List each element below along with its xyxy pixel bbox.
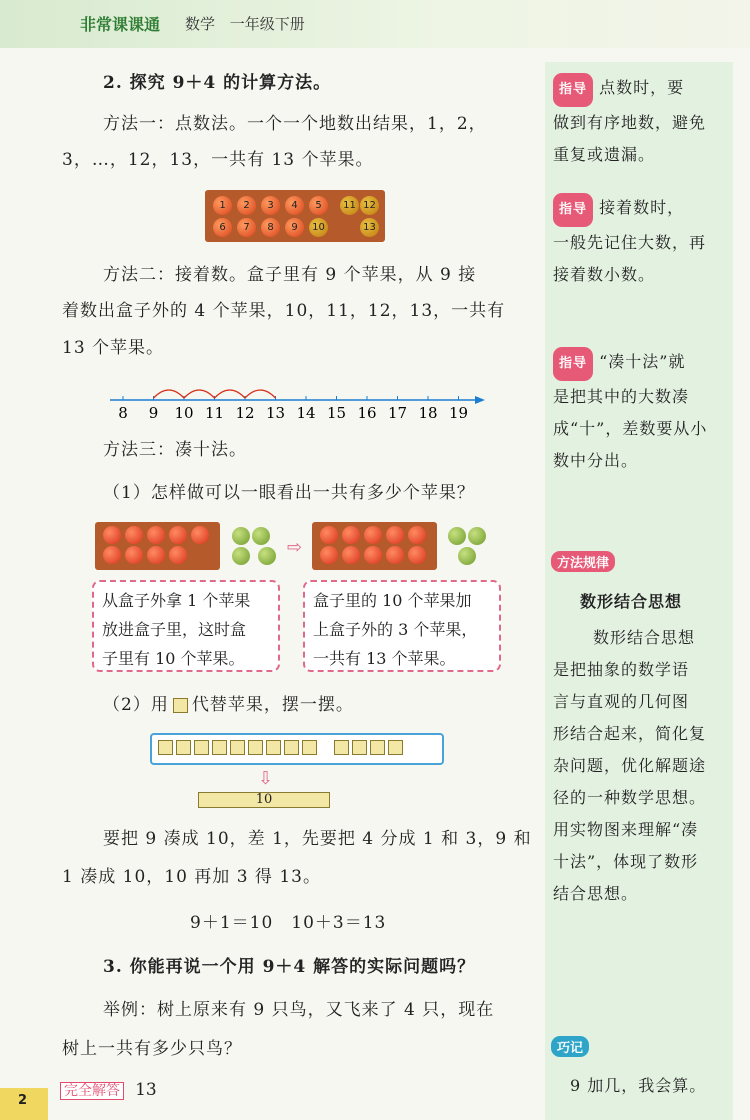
callout-left-l2: 放进盒子里，这时盒: [102, 620, 247, 639]
question2-suffix: 代替苹果，摆一摆。: [191, 695, 354, 715]
cube-6: [248, 740, 263, 755]
tick-label-13: 13: [265, 404, 286, 422]
tip3-l4: 数中分出。: [553, 451, 639, 470]
apple-left-1: [103, 526, 121, 544]
series-title: 非常课课通: [80, 15, 161, 34]
tray-apple-11: 11: [340, 196, 359, 215]
answer-label: 完全解答: [60, 1082, 124, 1100]
section2-heading: 2. 探究 9＋4 的计算方法。: [103, 73, 332, 93]
method-text: [553, 622, 733, 910]
method-text-l3: 言与直观的几何图: [553, 692, 690, 711]
cube-icon: [173, 698, 188, 713]
tip1-l2: 做到有序地数，避免: [553, 113, 707, 132]
page-number: 2: [18, 1093, 28, 1108]
method-text-l9: 结合思想。: [553, 884, 639, 903]
apple-right-5: [408, 526, 426, 544]
green-apple-left-2: [252, 527, 270, 545]
method-rule-tag: [551, 551, 615, 572]
tick-label-19: 19: [448, 404, 469, 422]
callout-right-l2: 上盒子外的 3 个苹果，: [313, 620, 478, 639]
apple-left-5: [191, 526, 209, 544]
method-text-l6: 径的一种数学思想。: [553, 788, 707, 807]
question2-prefix: （2）用: [103, 695, 169, 715]
tick-label-12: 12: [235, 404, 255, 422]
callout-left-l1: 从盒子外拿 1 个苹果: [102, 591, 251, 610]
explanation-line1: 要把 9 凑成 10，差 1，先要把 4 分成 1 和 3，9 和: [103, 829, 532, 849]
method3-line1: 方法三：凑十法。: [103, 440, 247, 460]
number-line: [105, 378, 490, 428]
apple-right-8: [364, 546, 382, 564]
tip3-l3: 成“十”，差数要从小: [553, 419, 708, 438]
tick-label-15: 15: [326, 404, 347, 422]
tray-apple-2: 2: [237, 196, 256, 215]
method-text-l7: 用实物图来理解“凑: [553, 820, 699, 839]
tray-apple-3: 3: [261, 196, 280, 215]
subject-grade: [185, 13, 305, 34]
tip1-l3: 重复或遗漏。: [553, 145, 656, 164]
tip1: [553, 72, 731, 171]
green-apple-left-4: [258, 547, 276, 565]
method-text-l4: 形结合起来，简化复: [553, 724, 707, 743]
cube-1: [158, 740, 173, 755]
number-line-arrow: [475, 396, 485, 404]
cube-11: [352, 740, 367, 755]
green-apple-right-2: [468, 527, 486, 545]
question2: [103, 690, 354, 720]
method-text-l1: 数形结合思想: [593, 628, 696, 647]
cube-3: [194, 740, 209, 755]
callout-right: [303, 580, 501, 672]
tick-label-17: 17: [387, 404, 408, 422]
cube-9: [302, 740, 317, 755]
tip1-tag: 指导: [553, 73, 593, 107]
tip2-l2: 一般先记住大数，再: [553, 233, 707, 252]
section3-heading: 3. 你能再说一个用 9＋4 解答的实际问题吗？: [103, 957, 476, 977]
tray-apple-4: 4: [285, 196, 304, 215]
green-apple-left-1: [232, 527, 250, 545]
apple-right-2: [342, 526, 360, 544]
method1-line2: 3，…，12，13，一共有 13 个苹果。: [62, 150, 374, 170]
apple-right-10: [408, 546, 426, 564]
apple-left-6: [103, 546, 121, 564]
tick-label-14: 14: [296, 404, 316, 422]
explanation-line2: 1 凑成 10，10 再加 3 得 13。: [62, 867, 321, 887]
callout-left-l3: 子里有 10 个苹果。: [102, 649, 245, 668]
hop-4: [245, 390, 276, 398]
cube-7: [266, 740, 281, 755]
callout-left: [92, 580, 280, 672]
method2-line1: 方法二：接着数。盒子里有 9 个苹果，从 9 接: [103, 265, 477, 285]
tray-apple-12: 12: [360, 196, 379, 215]
answer-value: 13: [135, 1080, 157, 1100]
arrow-down-icon: ⇩: [258, 768, 274, 789]
green-apple-right-1: [448, 527, 466, 545]
cube-4: [212, 740, 227, 755]
memo-tag: [551, 1036, 589, 1057]
tip2: [553, 192, 731, 291]
tick-label-16: 16: [357, 404, 377, 422]
tip3-l1: “凑十法”就: [599, 352, 686, 371]
tray-apple-6: 6: [213, 218, 232, 237]
cube-12: [370, 740, 385, 755]
tick-label-18: 18: [418, 404, 438, 422]
subject: 数学: [185, 15, 216, 33]
cube-10: [334, 740, 349, 755]
method1-line1: 方法一：点数法。一个一个地数出结果，1，2，: [103, 114, 487, 134]
hop-1: [154, 390, 185, 398]
method-text-l5: 杂问题，优化解题途: [553, 756, 707, 775]
equation: 9＋1＝10 10＋3＝13: [190, 913, 387, 933]
apple-right-1: [320, 526, 338, 544]
tray-apple-10: 10: [309, 218, 328, 237]
apple-left-9: [169, 546, 187, 564]
tick-label-8: 8: [118, 404, 128, 422]
cube-8: [284, 740, 299, 755]
green-apple-left-3: [232, 547, 250, 565]
method-rule-tag-label: 方法规律: [551, 551, 615, 572]
tray-apple-5: 5: [309, 196, 328, 215]
callout-right-l3: 一共有 13 个苹果。: [313, 649, 456, 668]
tray-apple-7: 7: [237, 218, 256, 237]
answer-row: [60, 1080, 157, 1100]
method-title: 数形结合思想: [580, 592, 683, 611]
example-line2: 树上一共有多少只鸟？: [62, 1039, 242, 1059]
apple-right-6: [320, 546, 338, 564]
apple-tray: [205, 190, 385, 242]
tip3: [553, 346, 731, 477]
tick-label-10: 10: [174, 404, 194, 422]
apple-left-8: [147, 546, 165, 564]
cube-5: [230, 740, 245, 755]
tip3-tag: 指导: [553, 347, 593, 381]
arrow-right-icon: ⇨: [287, 537, 303, 558]
method2-line2: 着数出盒子外的 4 个苹果，10，11，12，13，一共有: [62, 301, 506, 321]
tip3-l2: 是把其中的大数凑: [553, 387, 690, 406]
apple-right-3: [364, 526, 382, 544]
ten-rod: 10: [198, 792, 330, 808]
apple-right-7: [342, 546, 360, 564]
apple-right-4: [386, 526, 404, 544]
method2-line3: 13 个苹果。: [62, 338, 165, 358]
method-text-l8: 十法”，体现了数形: [553, 852, 699, 871]
tray-apple-9: 9: [285, 218, 304, 237]
tray-apple-13: 13: [360, 218, 379, 237]
method-text-l2: 是把抽象的数学语: [553, 660, 690, 679]
tip1-l1: 点数时，要: [599, 78, 685, 97]
apple-right-9: [386, 546, 404, 564]
cube-13: [388, 740, 403, 755]
tip2-l1: 接着数时，: [599, 198, 685, 217]
apple-left-4: [169, 526, 187, 544]
apple-left-3: [147, 526, 165, 544]
apple-left-7: [125, 546, 143, 564]
apple-left-2: [125, 526, 143, 544]
hop-3: [215, 390, 246, 398]
grade: 一年级下册: [229, 15, 305, 33]
tip2-tag: 指导: [553, 193, 593, 227]
example-line1: 举例：树上原来有 9 只鸟，又飞来了 4 只，现在: [103, 1000, 495, 1020]
callout-right-l1: 盒子里的 10 个苹果加: [313, 591, 472, 610]
memo-text: 9 加几，我会算。: [570, 1076, 707, 1095]
tick-label-9: 9: [148, 404, 159, 422]
tick-label-11: 11: [204, 404, 225, 422]
tray-apple-1: 1: [213, 196, 232, 215]
tip2-l3: 接着数小数。: [553, 265, 656, 284]
cube-2: [176, 740, 191, 755]
green-apple-right-3: [458, 547, 476, 565]
tray-apple-8: 8: [261, 218, 280, 237]
question1: （1）怎样做可以一眼看出一共有多少个苹果？: [103, 483, 475, 503]
hop-2: [184, 390, 215, 398]
memo-tag-label: 巧记: [551, 1036, 589, 1057]
